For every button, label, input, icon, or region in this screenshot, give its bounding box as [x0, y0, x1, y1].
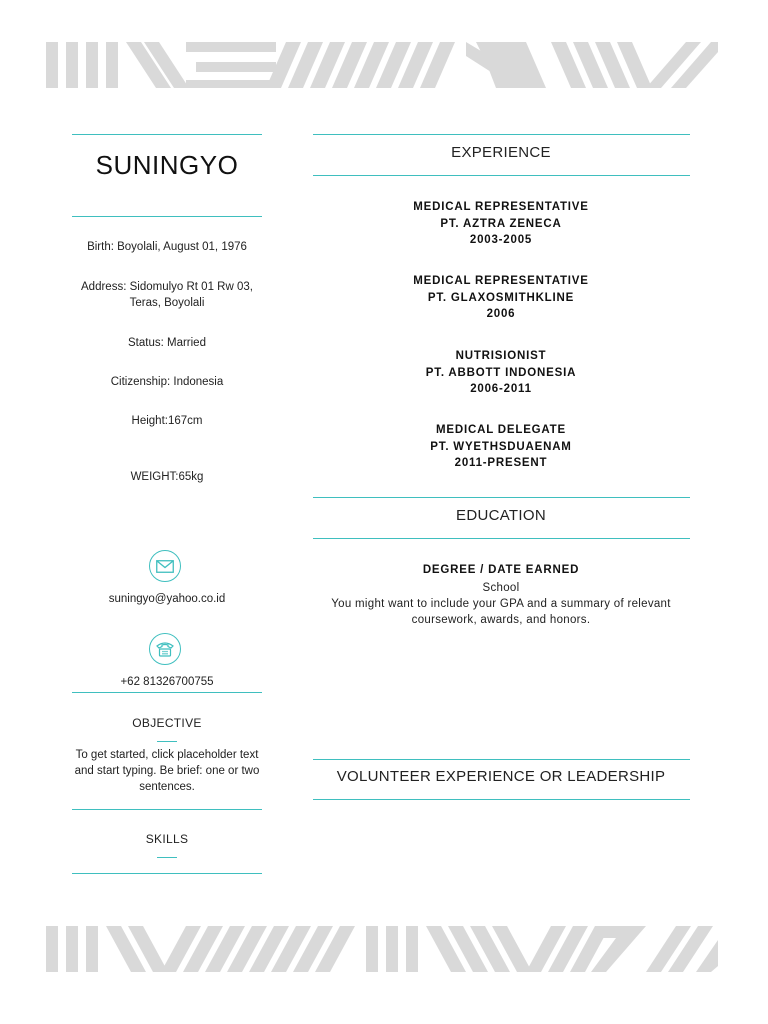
job-years: 2011-PRESENT: [454, 457, 548, 469]
left-rule-skills-bottom: [72, 873, 262, 874]
job-title: NUTRISIONIST: [455, 350, 547, 362]
address-info: Address: Sidomulyo Rt 01 Rw 03, Teras, Boyolali: [81, 281, 253, 309]
volunteer-rule-top: [313, 759, 690, 760]
job-company: PT. AZTRA ZENECA: [440, 217, 562, 230]
experience-entry: [312, 348, 690, 398]
job-title: MEDICAL REPRESENTATIVE: [413, 201, 589, 213]
objective-text: To get started, click placeholder text and start typing. Be brief: one or two sentences.: [74, 749, 260, 793]
experience-entry: [312, 273, 690, 323]
job-company: PT. GLAXOSMITHKLINE: [427, 291, 575, 304]
job-years: 2003-2005: [469, 234, 533, 246]
education-degree: DEGREE / DATE EARNED: [422, 564, 580, 576]
status-info: Status: Married: [128, 337, 206, 349]
experience-entry: [312, 422, 690, 472]
email-address[interactable]: suningyo@yahoo.co.id: [108, 593, 226, 605]
education-heading: EDUCATION: [456, 507, 546, 524]
top-pattern-band: [46, 42, 718, 88]
candidate-name: SUNINGYO: [95, 150, 239, 180]
telephone-icon: [149, 633, 181, 665]
experience-entry: [312, 199, 690, 249]
phone-number[interactable]: +62 81326700755: [120, 676, 214, 688]
job-years: 2006-2011: [470, 383, 532, 395]
education-rule-bottom: [313, 538, 690, 539]
left-rule-top: [72, 134, 262, 135]
experience-rule-top: [313, 134, 690, 135]
job-title: MEDICAL REPRESENTATIVE: [413, 275, 589, 287]
job-title: MEDICAL DELEGATE: [436, 424, 566, 436]
experience-rule-bottom: [313, 175, 690, 176]
left-rule-name-bottom: [72, 216, 262, 217]
education-rule-top: [313, 497, 690, 498]
volunteer-heading: VOLUNTEER EXPERIENCE OR LEADERSHIP: [336, 768, 666, 785]
job-company: PT. ABBOTT INDONESIA: [425, 366, 577, 379]
objective-underline: [157, 741, 177, 742]
objective-heading: OBJECTIVE: [132, 716, 202, 730]
experience-heading: EXPERIENCE: [451, 144, 551, 161]
envelope-icon: [149, 550, 181, 582]
birth-info: Birth: Boyolali, August 01, 1976: [87, 241, 247, 253]
skills-underline: [157, 857, 177, 858]
weight-info: WEIGHT:65kg: [130, 471, 204, 483]
job-years: 2006: [486, 308, 516, 320]
left-rule-contact-bottom: [72, 692, 262, 693]
bottom-pattern-band: [46, 926, 718, 972]
skills-heading: SKILLS: [145, 832, 189, 846]
citizenship-info: Citizenship: Indonesia: [110, 376, 224, 388]
education-note: You might want to include your GPA and a summary of relevant coursework, awards, and honors.: [331, 598, 671, 626]
left-rule-objective-bottom: [72, 809, 262, 810]
volunteer-rule-bottom: [313, 799, 690, 800]
height-info: Height:167cm: [131, 415, 203, 427]
job-company: PT. WYETHSDUAENAM: [430, 440, 572, 453]
education-school: School: [482, 582, 520, 594]
